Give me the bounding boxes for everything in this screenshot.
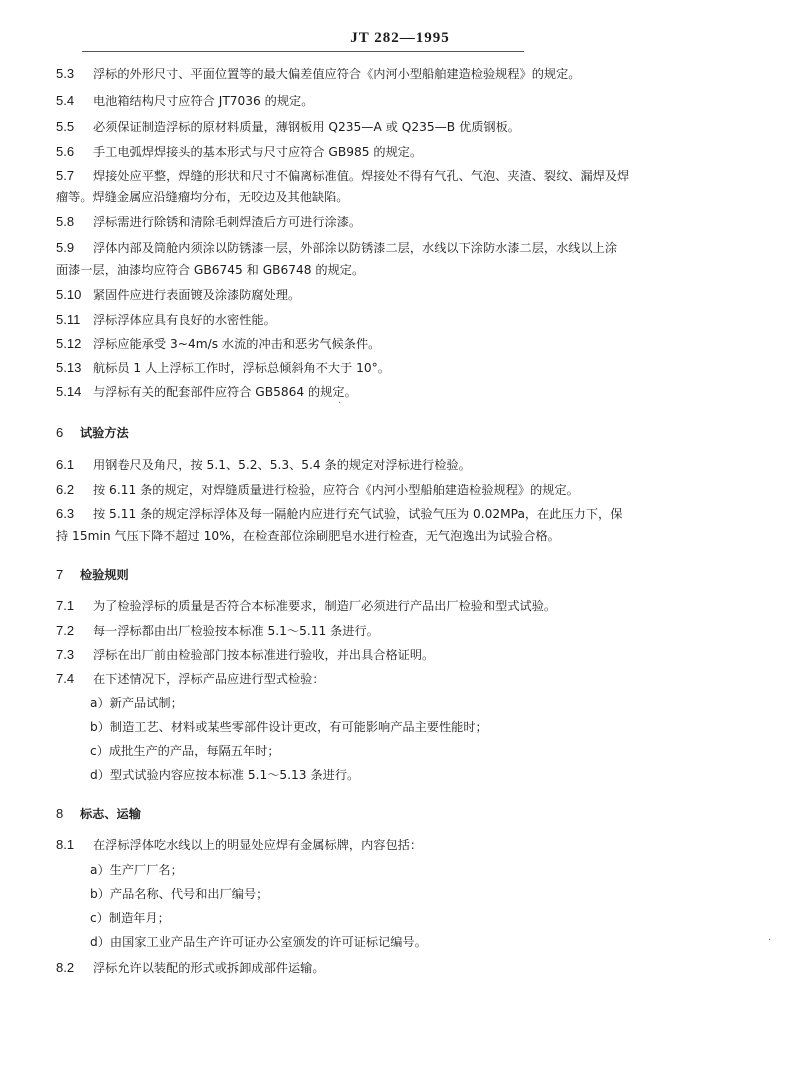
header-rule	[82, 51, 524, 52]
clause-number: 5.7	[56, 168, 75, 183]
clause-number: 5.12	[56, 336, 82, 351]
section-number: 8	[56, 806, 64, 821]
clause-text: 为了检验浮标的质量是否符合本标准要求，制造厂必须进行产品出厂检验和型式试验。	[93, 599, 557, 613]
list-item	[0, 884, 800, 904]
clause-6-3	[0, 504, 800, 524]
clause-number: 8.1	[56, 837, 75, 852]
clause-number: 5.9	[56, 240, 75, 255]
clause-number: 6.2	[56, 482, 75, 497]
section-title: 标志、运输	[80, 807, 141, 821]
clause-5-12	[0, 334, 800, 354]
list-item-text: c）制造年月；	[90, 911, 170, 925]
clause-text: 浮标的外形尺寸、平面位置等的最大偏差值应符合《内河小型船舶建造检验规程》的规定。	[93, 67, 581, 81]
clause-text-continued: 持 15min 气压下降不超过 10%，在检查部位涂刷肥皂水进行检查，无气泡逸出为试验合格。	[56, 529, 560, 543]
clause-text: 用钢卷尺及角尺，按 5.1、5.2、5.3、5.4 条的规定对浮标进行检验。	[93, 458, 471, 472]
clause-text: 按 6.11 条的规定，对焊缝质量进行检验，应符合《内河小型船舶建造检验规程》的规定。	[93, 483, 579, 497]
clause-text: 在浮标浮体吃水线以上的明显处应焊有金属标牌，内容包括：	[93, 838, 423, 852]
clause-7-3	[0, 645, 800, 665]
clause-text: 浮标需进行除锈和清除毛刺焊渣后方可进行涂漆。	[93, 215, 362, 229]
scan-speck: ·	[768, 935, 772, 946]
clause-8-1	[0, 835, 800, 855]
clause-number: 5.5	[56, 119, 75, 134]
clause-number: 5.10	[56, 287, 82, 302]
list-item-text: a）新产品试制；	[90, 696, 183, 710]
clause-5-6	[0, 142, 800, 162]
section-title: 检验规则	[80, 568, 129, 582]
section-7-heading	[0, 565, 800, 585]
clause-number: 5.14	[56, 384, 82, 399]
clause-7-4	[0, 669, 800, 689]
clause-5-3	[0, 64, 800, 84]
clause-text: 每一浮标都由出厂检验按本标准 5.1～5.11 条进行。	[93, 624, 379, 638]
clause-text: 浮标在出厂前由检验部门按本标准进行验收，并出具合格证明。	[93, 648, 435, 662]
clause-text: 浮标浮体应具有良好的水密性能。	[93, 313, 276, 327]
clause-text: 按 5.11 条的规定浮标浮体及每一隔舱内应进行充气试验，试验气压为 0.02MPa，在此压力下，保	[93, 507, 623, 521]
clause-6-3-continued	[0, 526, 800, 546]
section-8-heading	[0, 804, 800, 824]
clause-5-8	[0, 212, 800, 232]
section-number: 6	[56, 425, 64, 440]
list-item-text: b）制造工艺、材料或某些零部件设计更改，有可能影响产品主要性能时；	[90, 720, 488, 734]
clause-text: 浮标应能承受 3~4m/s 水流的冲击和恶劣气候条件。	[93, 337, 381, 351]
clause-number: 8.2	[56, 960, 75, 975]
clause-5-10	[0, 285, 800, 305]
clause-number: 6.3	[56, 506, 75, 521]
clause-text: 与浮标有关的配套部件应符合 GB5864 的规定。	[93, 385, 357, 399]
list-item	[0, 717, 800, 737]
clause-6-2	[0, 480, 800, 500]
clause-text-continued: 面漆一层，油漆均应符合 GB6745 和 GB6748 的规定。	[56, 263, 365, 277]
clause-text: 必须保证制造浮标的原材料质量，薄钢板用 Q235—A 或 Q235—B 优质钢板。	[93, 120, 520, 134]
clause-text: 手工电弧焊焊接头的基本形式与尺寸应符合 GB985 的规定。	[93, 145, 423, 159]
clause-number: 5.11	[56, 312, 81, 327]
clause-5-11	[0, 310, 800, 330]
list-item-text: a）生产厂厂名；	[90, 863, 183, 877]
clause-5-7-continued	[0, 187, 800, 207]
clause-5-7	[0, 166, 800, 186]
list-item-text: b）产品名称、代号和出厂编号；	[90, 887, 269, 901]
clause-5-5	[0, 117, 800, 137]
clause-number: 5.4	[56, 93, 75, 108]
list-item	[0, 908, 800, 928]
clause-5-9-continued	[0, 260, 800, 280]
clause-text: 电池箱结构尺寸应符合 JT7036 的规定。	[93, 94, 314, 108]
clause-5-14	[0, 382, 800, 402]
clause-number: 6.1	[56, 457, 75, 472]
list-item	[0, 860, 800, 880]
clause-number: 7.1	[56, 598, 75, 613]
clause-number: 7.2	[56, 623, 75, 638]
section-6-heading	[0, 423, 800, 443]
list-item-text: d）型式试验内容应按本标准 5.1～5.13 条进行。	[90, 768, 360, 782]
list-item	[0, 765, 800, 785]
clause-number: 5.13	[56, 360, 82, 375]
list-item-text: c）成批生产的产品，每隔五年时；	[90, 744, 280, 758]
clause-number: 5.6	[56, 144, 75, 159]
clause-text-continued: 瘤等。焊缝金属应沿缝瘤均分布，无咬边及其他缺陷。	[56, 190, 349, 204]
clause-5-9	[0, 238, 800, 258]
clause-number: 7.4	[56, 671, 75, 686]
clause-text: 航标员 1 人上浮标工作时，浮标总倾斜角不大于 10°。	[93, 361, 390, 375]
clause-5-4	[0, 91, 800, 111]
clause-number: 7.3	[56, 647, 75, 662]
section-title: 试验方法	[80, 426, 129, 440]
clause-text: 在下述情况下，浮标产品应进行型式检验：	[93, 672, 325, 686]
list-item	[0, 932, 800, 952]
section-number: 7	[56, 567, 64, 582]
scan-speck: ·	[338, 398, 342, 409]
clause-5-13	[0, 358, 800, 378]
clause-8-2	[0, 958, 800, 978]
clause-text: 浮标允许以装配的形式或拆卸成部件运输。	[93, 961, 325, 975]
clause-7-2	[0, 621, 800, 641]
clause-7-1	[0, 596, 800, 616]
clause-text: 焊接处应平整，焊缝的形状和尺寸不偏离标准值。焊接处不得有气孔、气泡、夹渣、裂纹、漏焊及焊	[93, 169, 630, 183]
clause-number: 5.3	[56, 66, 75, 81]
clause-text: 紧固件应进行表面镀及涂漆防腐处理。	[93, 288, 301, 302]
clause-text: 浮体内部及筒舱内须涂以防锈漆一层，外部涂以防锈漆二层，水线以下涂防水漆二层，水线以上涂	[93, 241, 618, 255]
list-item	[0, 741, 800, 761]
page-header: JT 282—1995	[350, 30, 450, 46]
clause-number: 5.8	[56, 214, 75, 229]
list-item-text: d）由国家工业产品生产许可证办公室颁发的许可证标记编号。	[90, 935, 427, 949]
list-item	[0, 693, 800, 713]
clause-6-1	[0, 455, 800, 475]
